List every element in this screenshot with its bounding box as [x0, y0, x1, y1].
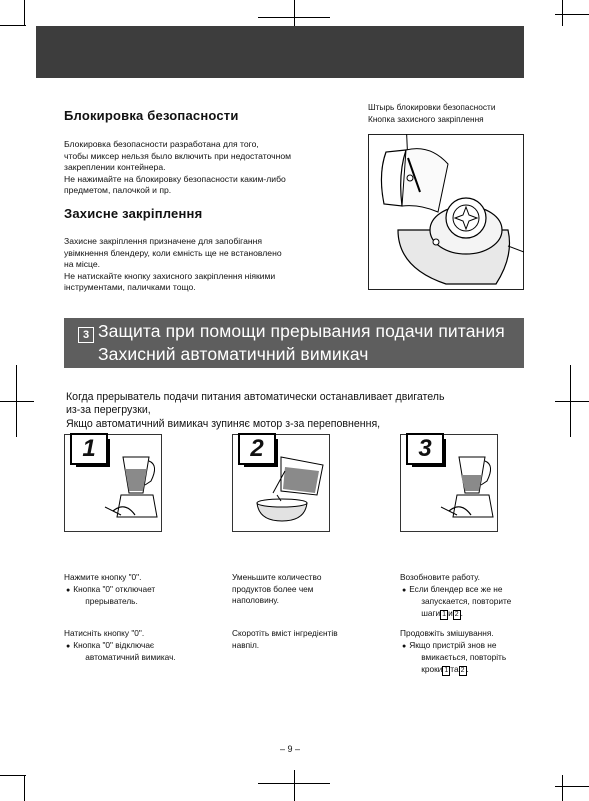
intro-text: [66, 377, 445, 431]
text-line: та: [450, 663, 459, 674]
header-bar: [36, 26, 524, 78]
safety-lock-illustration: [368, 134, 524, 290]
crop-mark: [555, 786, 589, 787]
crop-mark: [258, 17, 330, 18]
crop-mark: [24, 775, 25, 801]
text-line: навпіл.: [232, 639, 260, 650]
safety-lock-title-ru: Блокировка безопасности: [64, 108, 239, 123]
crop-mark: [0, 401, 34, 402]
step-3-caption-ru: [400, 561, 511, 620]
text-line: из-за перегрузки,: [66, 404, 151, 416]
step-ref: 2: [454, 610, 459, 618]
step-ref: 1: [444, 666, 449, 674]
text-line: автоматичний вимикач.: [85, 652, 176, 663]
text-line: предметом, палочкой и пр.: [64, 185, 172, 196]
text-line: Захисне закріплення призначене для запобігання: [64, 236, 263, 247]
text-line: увімкнення блендеру, коли ємність ще не встановлено: [64, 247, 282, 258]
text-line: Блокировка безопасности разработана для того,: [64, 139, 259, 150]
step-1-caption-ru: [64, 561, 155, 608]
step-2-number: 2: [238, 433, 276, 465]
text-line: .: [466, 663, 469, 674]
section-header: [64, 318, 524, 368]
crop-mark: [555, 401, 589, 402]
crop-mark: [562, 775, 563, 801]
text-line: Якщо автоматичний вимикач зупиняє мотор з-за переповнення,: [66, 417, 381, 430]
text-line: шаги: [421, 607, 441, 618]
crop-mark: [0, 25, 26, 26]
safety-lock-title-uk: Захисне закріплення: [64, 206, 203, 221]
step-3-number: 3: [406, 433, 444, 465]
text-line: на місце.: [64, 259, 101, 270]
text-line: вмикається, повторіть: [421, 652, 507, 663]
text-line: ● Якщо пристрій знов не: [402, 640, 497, 650]
text-line: и: [448, 607, 453, 618]
text-line: наполовину.: [232, 595, 279, 606]
text-line: Уменьшите количество: [232, 572, 322, 583]
section-title-ru: Защита при помощи прерывания подачи питания: [98, 321, 505, 341]
text-line: Не натискайте кнопку захисного закріплення ніякими: [64, 270, 276, 281]
step-1-number: 1: [70, 433, 108, 465]
section-number: 3: [78, 327, 94, 343]
step-ref: 2: [460, 666, 465, 674]
text-line: прерыватель.: [85, 596, 138, 607]
text-line: Продовжіть змішування.: [400, 628, 494, 639]
crop-mark: [555, 14, 589, 15]
figure-label-ru: Штырь блокировки безопасности: [368, 102, 496, 112]
crop-mark: [0, 775, 26, 776]
step-1-caption-uk: [64, 617, 176, 664]
crop-mark: [24, 0, 25, 26]
text-line: Не нажимайте на блокировку безопасности каким-либо: [64, 173, 286, 184]
step-3-caption-uk: [400, 617, 506, 676]
text-line: запускается, повторите: [421, 596, 512, 607]
text-line: [421, 664, 469, 674]
text-line: чтобы миксер нельзя было включить при недостаточном: [64, 150, 292, 161]
text-line: інструментами, паличками тощо.: [64, 282, 196, 293]
text-line: кроки: [421, 663, 443, 674]
text-line: Скоротіть вміст інгредієнтів: [232, 628, 338, 639]
text-line: ● Кнопка "0" відключає: [66, 640, 154, 650]
page-number: – 9 –: [280, 744, 301, 754]
step-ref: 1: [442, 610, 447, 618]
text-line: .: [460, 607, 463, 618]
text-line: Когда прерыватель подачи питания автоматически останавливает двигатель: [66, 390, 445, 403]
text-line: Натисніть кнопку "0".: [64, 628, 145, 639]
figure-label-uk: Кнопка захисного закріплення: [368, 114, 484, 124]
text-line: ● Кнопка "0" отключает: [66, 584, 155, 594]
crop-mark: [294, 0, 295, 26]
crop-mark: [258, 783, 330, 784]
safety-lock-text-ru: [64, 128, 291, 196]
crop-mark: [294, 770, 295, 801]
step-2-caption-uk: [232, 617, 338, 651]
text-line: ● Если блендер все же не: [402, 584, 502, 594]
text-line: продуктов более чем: [232, 583, 314, 594]
text-line: Нажмите кнопку "0".: [64, 572, 142, 583]
section-title-uk: Захисний автоматичний вимикач: [98, 344, 369, 364]
crop-mark: [562, 0, 563, 26]
step-2-caption-ru: [232, 561, 321, 607]
safety-lock-text-uk: [64, 225, 282, 293]
text-line: Возобновите работу.: [400, 572, 480, 583]
text-line: закреплении контейнера.: [64, 162, 166, 173]
